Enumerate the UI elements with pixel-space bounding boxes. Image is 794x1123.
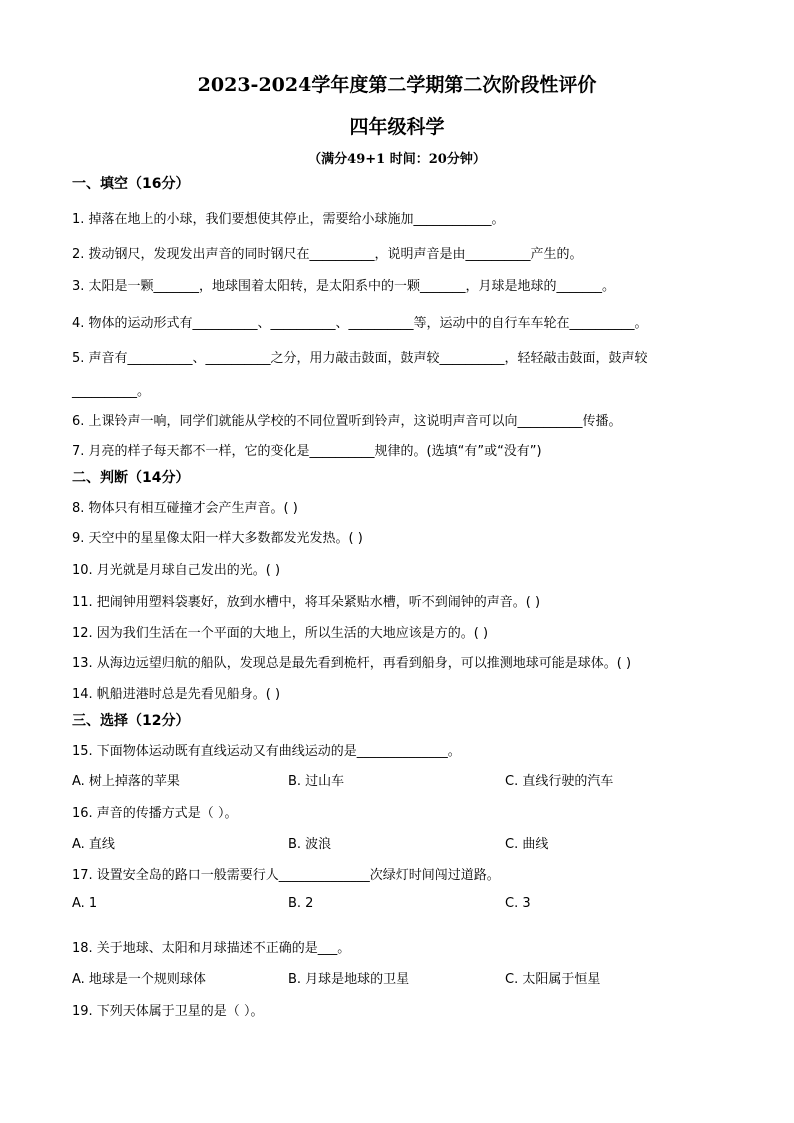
question-11: 11. 把闹钟用塑料袋裹好，放到水槽中，将耳朵紧贴水槽，听不到闹钟的声音。( )	[72, 595, 541, 610]
question-18-option-b: B. 月球是地球的卫星	[288, 972, 410, 987]
section-fill-blank: 一、填空（16分）	[72, 176, 190, 192]
question-12: 12. 因为我们生活在一个平面的大地上，所以生活的大地应该是方的。( )	[72, 626, 489, 641]
question-6: 6. 上课铃声一响，同学们就能从学校的不同位置听到铃声，这说明声音可以向__________传播。	[72, 414, 622, 429]
question-15-option-a: A. 树上掉落的苹果	[72, 774, 180, 789]
section-multiple-choice: 三、选择（12分）	[72, 713, 190, 729]
question-14: 14. 帆船进港时总是先看见船身。( )	[72, 687, 281, 702]
question-17-option-c: C. 3	[505, 896, 531, 911]
question-16-option-c: C. 曲线	[505, 837, 549, 852]
question-13: 13. 从海边远望归航的船队，发现总是最先看到桅杆，再看到船身，可以推测地球可能是球体。( )	[72, 656, 632, 671]
question-8: 8. 物体只有相互碰撞才会产生声音。( )	[72, 501, 298, 516]
question-9: 9. 天空中的星星像太阳一样大多数都发光发热。( )	[72, 531, 363, 546]
question-18: 18. 关于地球、太阳和月球描述不正确的是___。	[72, 941, 351, 956]
question-16: 16. 声音的传播方式是（ ）。	[72, 806, 238, 821]
exam-info: （满分49+1 时间：20分钟）	[308, 152, 486, 167]
question-17-option-b: B. 2	[288, 896, 314, 911]
question-17-option-a: A. 1	[72, 896, 98, 911]
question-1: 1. 掉落在地上的小球，我们要想使其停止，需要给小球施加____________。	[72, 212, 505, 227]
question-5: 5. 声音有__________、__________之分，用力敲击鼓面，鼓声较__________，轻轻敲击鼓面，鼓声较	[72, 351, 648, 366]
exam-subject: 四年级科学	[349, 116, 445, 138]
question-15-option-b: B. 过山车	[288, 774, 345, 789]
question-7: 7. 月亮的样子每天都不一样，它的变化是__________规律的。(选填“有”或“没有”)	[72, 444, 542, 459]
question-16-option-b: B. 波浪	[288, 837, 332, 852]
question-4: 4. 物体的运动形式有__________、__________、__________等，运动中的自行车车轮在__________。	[72, 316, 648, 331]
question-15: 15. 下面物体运动既有直线运动又有曲线运动的是______________。	[72, 744, 461, 759]
question-18-option-a: A. 地球是一个规则球体	[72, 972, 206, 987]
question-19: 19. 下列天体属于卫星的是（ ）。	[72, 1004, 264, 1019]
question-5-continued: __________。	[72, 384, 151, 399]
question-17: 17. 设置安全岛的路口一般需要行人______________次绿灯时间闯过道路。	[72, 868, 500, 883]
question-18-option-c: C. 太阳属于恒星	[505, 972, 601, 987]
question-10: 10. 月光就是月球自己发出的光。( )	[72, 563, 281, 578]
question-2: 2. 拨动钢尺，发现发出声音的同时钢尺在__________，说明声音是由__________产生的。	[72, 247, 583, 262]
question-16-option-a: A. 直线	[72, 837, 115, 852]
question-15-option-c: C. 直线行驶的汽车	[505, 774, 614, 789]
section-true-false: 二、判断（14分）	[72, 470, 190, 486]
question-3: 3. 太阳是一颗_______，地球围着太阳转，是太阳系中的一颗_______，月球是地球的_______。	[72, 279, 616, 294]
exam-title: 2023-2024学年度第二学期第二次阶段性评价	[197, 74, 597, 96]
